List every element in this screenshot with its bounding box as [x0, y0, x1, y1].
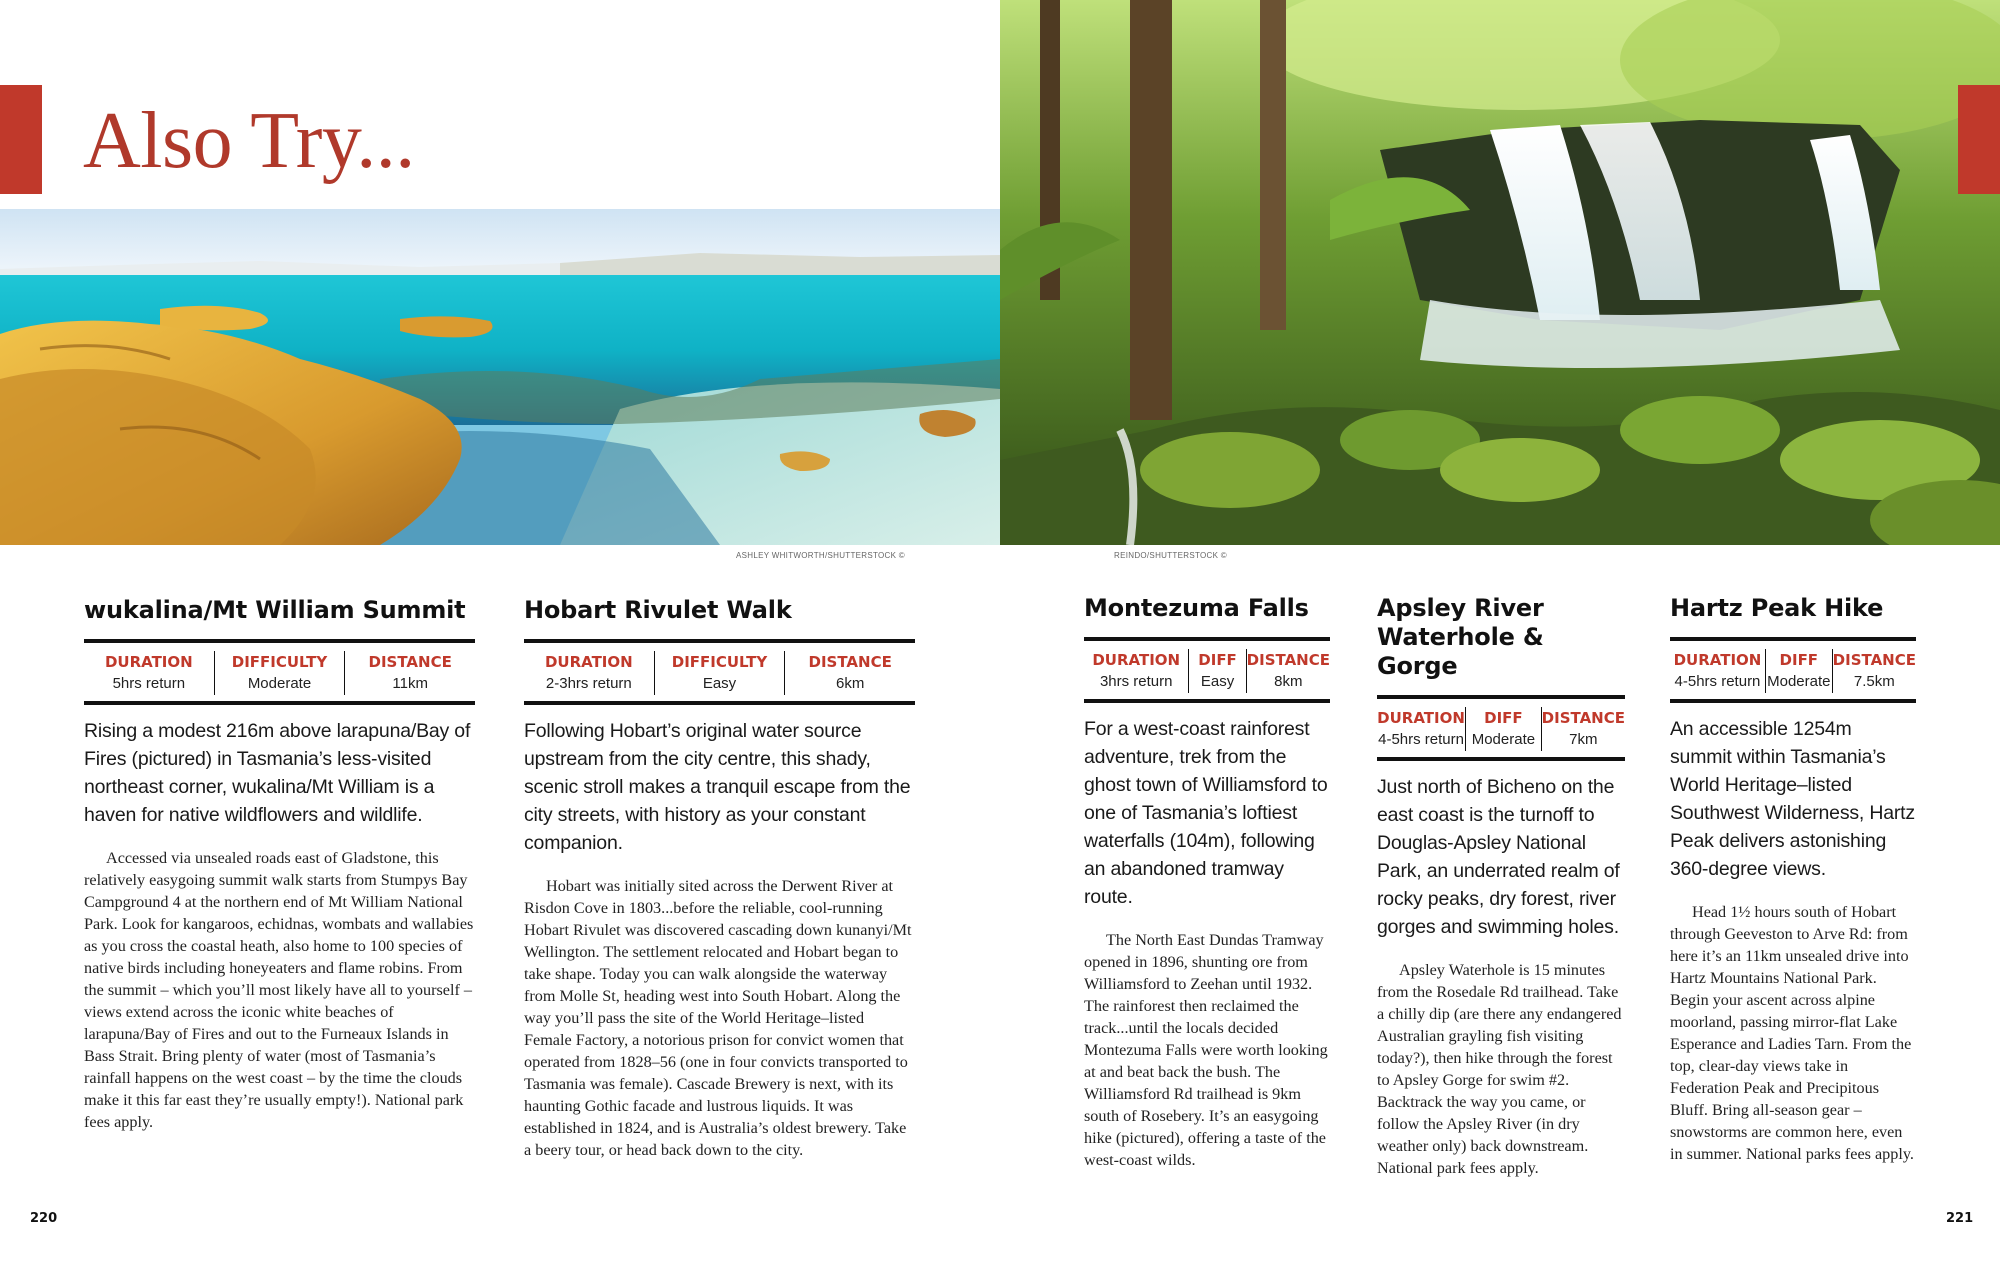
walk-body: Head 1½ hours south of Hobart through Geeveston to Arve Rd: from here it’s an 11km unsealed drive into Hartz Mountains National Park. Begin your ascent across alpine moorland, passing mirror-flat Lake Esperance and Ladies Tarn. From the top, clear-day views take in Federation Peak and Precipitous Bluff. Bring all-season gear – snowstorms are common here, even in summer. National parks fees apply. [1670, 903, 1914, 1163]
stat-value: 3hrs return [1099, 673, 1173, 690]
stat-label: DISTANCE [1832, 651, 1916, 669]
walk-column-hobart-rivulet [524, 596, 915, 1161]
stat-label: DURATION [1673, 651, 1762, 669]
stat-label: DISTANCE [1246, 651, 1330, 669]
walk-column-wukalina [84, 596, 475, 1133]
beach-photo [0, 209, 1000, 545]
walk-title: Hobart Rivulet Walk [524, 596, 792, 624]
walk-column-hartz-peak [1670, 594, 1916, 1165]
stat-label: DISTANCE [808, 653, 892, 671]
stat-label: DISTANCE [1541, 709, 1625, 727]
walk-title: Montezuma Falls [1084, 594, 1309, 622]
stat-duration [524, 651, 654, 695]
red-edge-tab-left [0, 85, 42, 194]
stat-value: Moderate [1767, 673, 1831, 690]
walk-stats-bar [1670, 637, 1916, 703]
stat-label: DURATION [1377, 709, 1465, 727]
walk-stats-bar [1084, 637, 1330, 703]
stat-value: 6km [836, 675, 865, 692]
stat-value: 5hrs return [112, 675, 186, 692]
walk-lead: For a west-coast rainforest adventure, trek from the ghost town of Williamsford to one of Tasmania’s loftiest waterfalls (104m), following an abandoned tramway route. [1084, 718, 1328, 908]
stat-label: DURATION [544, 653, 633, 671]
walk-column-apsley-river [1377, 594, 1625, 1179]
stat-label: DIFF [1198, 651, 1237, 669]
stat-difficulty [1188, 649, 1245, 693]
walk-lead: An accessible 1254m summit within Tasmania’s World Heritage–listed Southwest Wilderness, Hartz Peak delivers astonishing 360-degree views. [1670, 718, 1915, 880]
stat-distance [1246, 649, 1330, 693]
stat-value: Moderate [247, 675, 312, 692]
stat-duration [1670, 649, 1765, 693]
walk-column-montezuma-falls [1084, 594, 1330, 1171]
walk-title: Hartz Peak Hike [1670, 594, 1884, 622]
walk-title: wukalina/Mt William Summit [84, 596, 466, 624]
stat-value: 4-5hrs return [1674, 673, 1761, 690]
waterfall-photo [1000, 0, 2000, 545]
stat-value: 2-3hrs return [545, 675, 632, 692]
page-number-left: 220 [30, 1211, 58, 1226]
stat-value: 7km [1569, 731, 1598, 748]
walk-lead: Following Hobart’s original water source upstream from the city centre, this shady, scenic stroll makes a tranquil escape from the city streets, with history as your constant companion. [524, 720, 911, 854]
stat-label: DIFF [1484, 709, 1523, 727]
stat-duration [84, 651, 214, 695]
walk-stats-bar [524, 639, 915, 705]
stat-label: DURATION [104, 653, 193, 671]
stat-difficulty [1465, 707, 1541, 751]
stat-value: 7.5km [1853, 673, 1895, 690]
stat-label: DURATION [1092, 651, 1181, 669]
stat-difficulty [1765, 649, 1832, 693]
walk-lead: Just north of Bicheno on the east coast is the turnoff to Douglas-Apsley National Park, an underrated realm of rocky peaks, dry forest, river gorges and swimming holes. [1377, 776, 1620, 938]
page-title: Also Try... [83, 97, 415, 185]
stat-value: 11km [392, 675, 428, 692]
walk-body: Accessed via unsealed roads east of Gladstone, this relatively easygoing summit walk starts from Stumpys Bay Campground 4 at the northern end of Mt William National Park. Look for kangaroos, echidnas, wombats and wallabies as you cross the coastal heath, also home to 100 species of native birds including honeyeaters and flame robins. From the summit – which you’ll most likely have all to yourself – views extend across the iconic white beaches of larapuna/Bay of Fires and out to the Furneaux Islands in Bass Strait. Bring plenty of water (most of Tasmania’s rainfall happens on the west coast – by the time the clouds make it this far east they’re usually empty!). National park fees apply. [84, 849, 474, 1131]
stat-label: DIFFICULTY [231, 653, 328, 671]
walk-body: Hobart was initially sited across the Derwent River at Risdon Cove in 1803...before the reliable, cool-running Hobart Rivulet was discovered cascading down kunanyi/Mt Wellington. The settlement relocated and Hobart began to take shape. Today you can walk alongside the waterway from Molle St, heading west into South Hobart. Along the way you’ll pass the site of the World Heritage–listed Female Factory, a notorious prison for convict women that operated from 1828–56 (one in four convicts transported to Tasmania was female). Cascade Brewery is next, with its haunting Gothic facade and lustrous liquids. It was established in 1824, and is Australia’s oldest brewery. Take a beery tour, or head back down to the city. [524, 877, 912, 1159]
stat-distance [344, 651, 475, 695]
stat-value: Moderate [1471, 731, 1536, 748]
stat-label: DIFF [1779, 651, 1819, 669]
photo-credit-waterfall: REINDO/SHUTTERSTOCK © [1114, 551, 1227, 560]
walk-title: Apsley River Waterhole & Gorge [1377, 594, 1544, 680]
stat-distance [1541, 707, 1625, 751]
walk-body: The North East Dundas Tramway opened in 1896, shunting ore from Williamsford to Zeehan until 1932. The rainforest then reclaimed the track...until the locals decided Montezuma Falls were worth looking at and beat back the bush. The Williamsford Rd trailhead is 9km south of Rosebery. It’s an easygoing hike (pictured), offering a taste of the west-coast wilds. [1084, 931, 1328, 1169]
stat-difficulty [654, 651, 785, 695]
walk-body: Apsley Waterhole is 15 minutes from the Rosedale Rd trailhead. Take a chilly dip (are there any endangered Australian grayling fish visiting today?), then hike through the forest to Apsley Gorge for swim #2. Backtrack the way you came, or follow the Apsley River (in dry weather only) back downstream. National park fees apply. [1377, 961, 1622, 1177]
stat-value: Easy [702, 675, 737, 692]
stat-distance [784, 651, 915, 695]
walk-lead: Rising a modest 216m above larapuna/Bay of Fires (pictured) in Tasmania’s less-visited northeast corner, wukalina/Mt William is a haven for native wildflowers and wildlife. [84, 720, 471, 826]
stat-value: Easy [1200, 673, 1235, 690]
red-edge-tab-right [1958, 85, 2000, 194]
stat-difficulty [214, 651, 345, 695]
stat-value: 4-5hrs return [1378, 731, 1464, 748]
stat-label: DIFFICULTY [671, 653, 768, 671]
stat-distance [1832, 649, 1916, 693]
stat-value: 8km [1274, 673, 1303, 690]
walk-stats-bar [1377, 695, 1625, 761]
photo-credit-beach: ASHLEY WHITWORTH/SHUTTERSTOCK © [736, 551, 905, 560]
page-number-right: 221 [1946, 1211, 1974, 1226]
stat-duration [1377, 707, 1465, 751]
stat-duration [1084, 649, 1188, 693]
stat-label: DISTANCE [368, 653, 452, 671]
walk-stats-bar [84, 639, 475, 705]
